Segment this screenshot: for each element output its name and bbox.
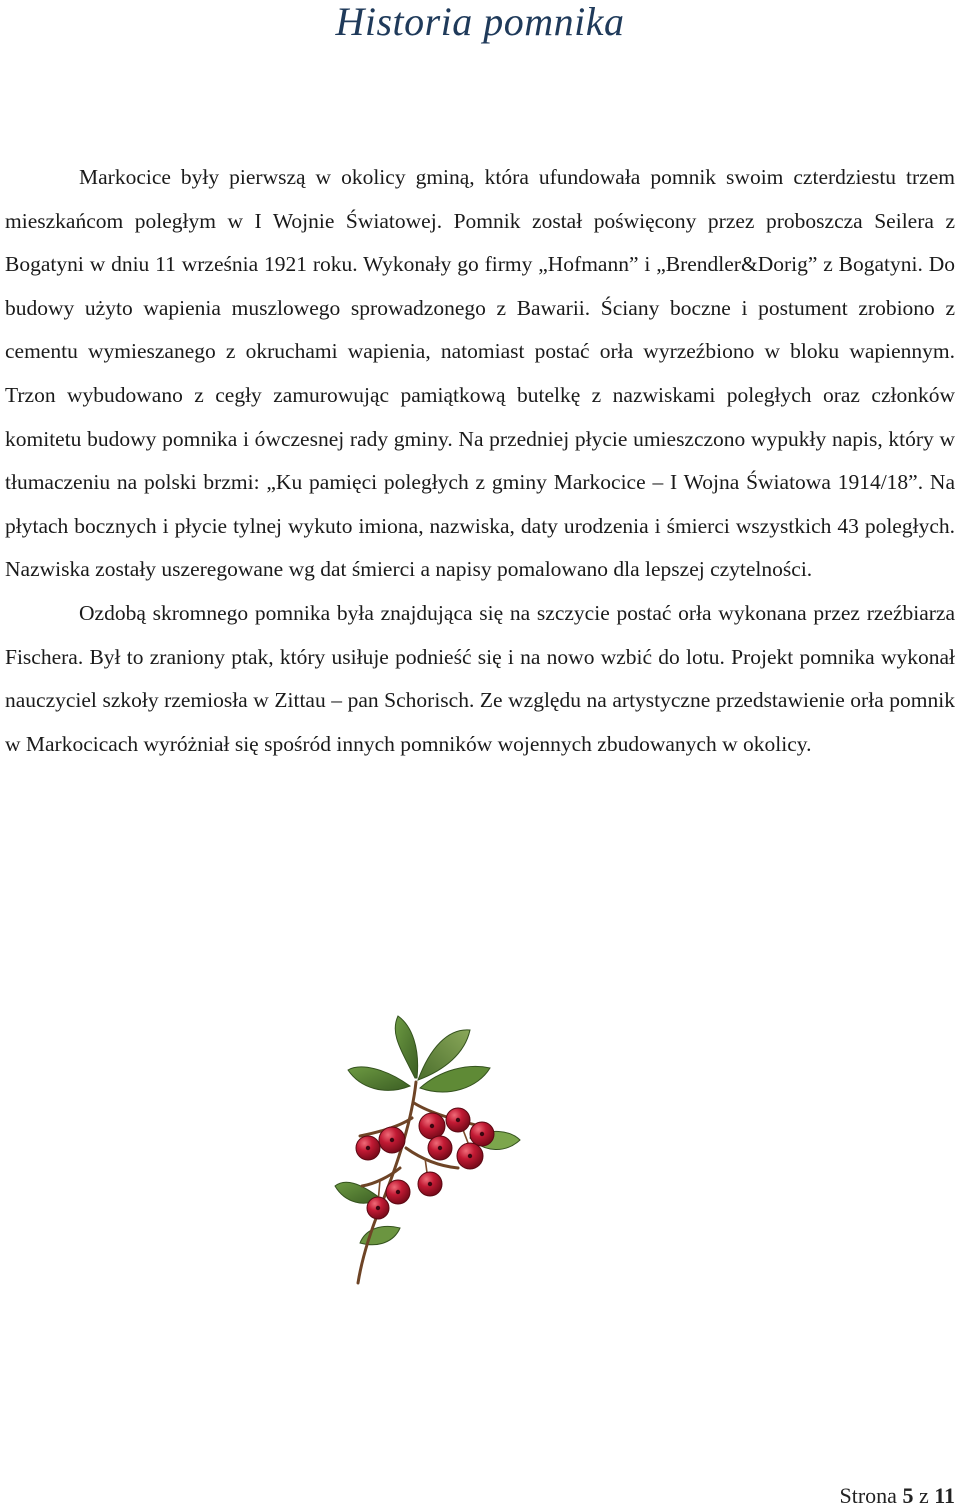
page-title: Historia pomnika [335, 0, 625, 44]
document-body [5, 156, 955, 766]
paragraph-1: Markocice były pierwszą w okolicy gminą, która ufundowała pomnik swoim czterdziestu trzem mieszkańcom poległym w I Wojnie Światowej. Pomnik został poświęcony przez proboszcza Seilera z Bogatyni w dniu 11 września 1921 roku. Wykonały go firmy „Hofmann” i „Brendler&Dorig” z Bogatyni. Do budowy użyto wapienia muszlowego sprowadzonego z Bawarii. Ściany boczne i postument zrobiono z cementu wymieszanego z okruchami wapienia, natomiast postać orła wyrzeźbiono w bloku wapiennym. Trzon wybudowano z cegły zamurowując pamiątkową butelkę z nazwiskami poległych oraz członków komitetu budowy pomnika i ówczesnej rady gminy. Na przedniej płycie umieszczono wypukły napis, który w tłumaczeniu na polski brzmi: „Ku pamięci poległych z gminy Markocice – I Wojna Światowa 1914/18”. Na płytach bocznych i płycie tylnej wykuto imiona, nazwiska, daty urodzenia i śmierci wszystkich 43 poległych. Nazwiska zostały uszeregowane wg dat śmierci a napisy pomalowano dla lepszej czytelności. [5, 165, 955, 582]
leaf [395, 1016, 417, 1078]
paragraph-2: Ozdobą skromnego pomnika była znajdująca się na szczycie postać orła wykonana przez rzeźbiarza Fischera. Był to zraniony ptak, który usiłuje podnieść się i na nowo wzbić do lotu. Projekt pomnika wykonał nauczyciel szkoły rzemiosła w Zittau – pan Schorisch. Ze względu na artystyczne przedstawienie orła pomnik w Markocicach wyróżniał się spośród innych pomników wojennych zbudowanych w okolicy. [5, 600, 955, 756]
footer-separator: z [918, 1483, 929, 1508]
hawthorn-berries-icon [320, 1008, 530, 1288]
leaf [348, 1067, 410, 1090]
total-pages-number: 11 [934, 1483, 955, 1508]
current-page-number: 5 [902, 1483, 914, 1508]
page-footer [839, 1483, 955, 1509]
footer-prefix: Strona [839, 1483, 897, 1508]
leaf [360, 1226, 400, 1244]
